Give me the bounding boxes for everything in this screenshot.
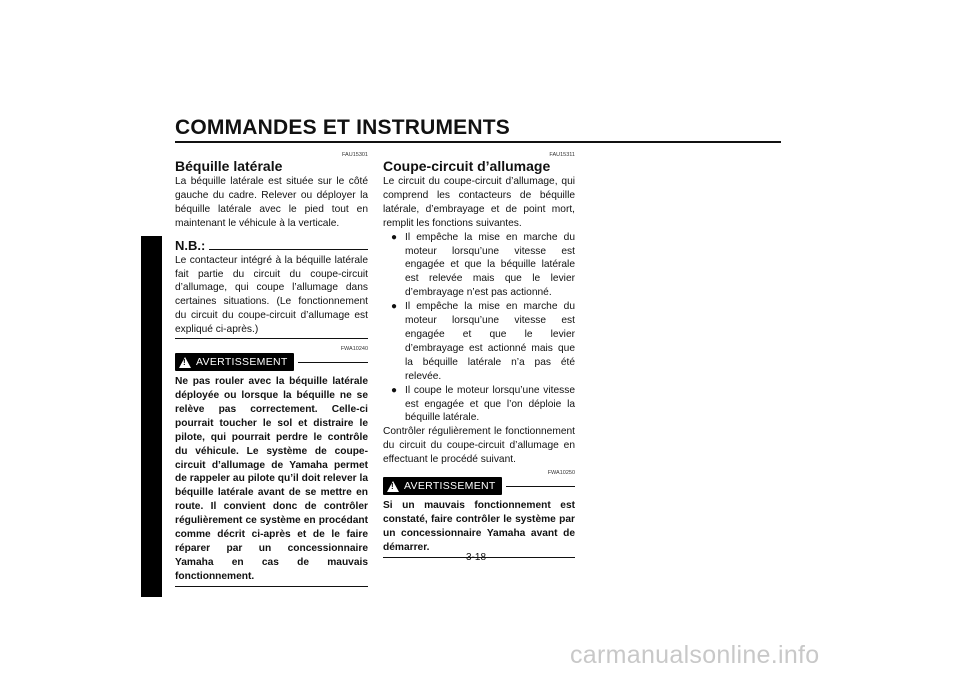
warning-text: Ne pas rouler avec la béquille latérale déployée ou lorsque la béquille ne se relève pas correctement. Celle-ci pourrait toucher le sol et distraire le pilote, qui pourrait perdre le contrôle du véhicule. Le système de coupe-circuit d’allumage de Yamaha permet de rappeler au pilote qu’il doit relever la béquille latérale avant de se mettre en route. Il convient donc de contrôler régulièrement ce système en procédant comme décrit ci-après et de le faire réparer par un concessionnaire Yamaha en cas de mauvais fonctionnement. <box>175 376 368 582</box>
left-column <box>175 152 368 587</box>
bullet-icon: ● <box>391 231 398 243</box>
list-item <box>391 300 575 383</box>
side-stand-intro: La béquille latérale est située sur le côté gauche du cadre. Relever ou déployer la béquille latérale avec le pied tout en maintenant le véhicule à la verticale. <box>175 176 368 229</box>
chapter-tab-number: 3 <box>144 249 152 264</box>
warning-triangle-icon: ! <box>179 357 191 368</box>
warning-header <box>175 353 368 371</box>
page-number: 3-18 <box>466 552 487 563</box>
list-item-text: Il empêche la mise en marche du moteur lorsqu’une vitesse est engagée et que la béquille latérale est relevée mais que le levier d’embrayage n’est pas actionné. <box>405 231 575 299</box>
list-item <box>391 384 575 426</box>
section-title-side-stand: Béquille latérale <box>175 158 283 174</box>
warning-rule <box>506 486 575 487</box>
list-item-text: Il coupe le moteur lorsqu’une vitesse est engagée et que l’on déploie la béquille latérale. <box>405 384 575 424</box>
header-rule <box>175 141 781 143</box>
warning-label: AVERTISSEMENT <box>196 356 288 369</box>
warning-text: Si un mauvais fonctionnement est constaté, faire contrôler le système par un concessionnaire Yamaha avant de démarrer. <box>383 500 575 553</box>
warning-end-rule <box>175 586 368 587</box>
ignition-cutoff-intro: Le circuit du coupe-circuit d’allumage, qui comprend les contacteurs de béquille latérale, d’embrayage et de point mort, remplit les fonctions suivantes. <box>383 176 575 229</box>
list-item-text: Il empêche la mise en marche du moteur lorsqu’une vitesse est engagée et que le levier d’embrayage est actionné mais que la béquille latérale n’a pas été relevée. <box>405 301 575 382</box>
warning-code: FWA10250 <box>547 470 575 477</box>
warning-label: AVERTISSEMENT <box>404 480 496 493</box>
section-code: FAU15301 <box>342 152 368 158</box>
note-rule <box>209 249 368 250</box>
warning-triangle-icon: ! <box>387 481 399 492</box>
watermark: carmanualsonline.info <box>570 641 820 669</box>
bullet-icon: ● <box>391 384 398 396</box>
note-end-rule <box>175 338 368 339</box>
section-code: FAU15311 <box>549 152 575 158</box>
warning-rule <box>298 362 368 363</box>
note-label: N.B.: <box>175 237 206 253</box>
list-item <box>391 231 575 301</box>
right-column <box>383 152 575 558</box>
note-header <box>175 239 368 252</box>
note-text: Le contacteur intégré à la béquille latérale fait partie du circuit du coupe-circuit d’allumage, qui coupe l’allumage dans certaines situations. (Le fonctionnement du circuit du coupe-circuit d’allumage est expliqué ci-après.) <box>175 254 368 336</box>
page-title: COMMANDES ET INSTRUMENTS <box>175 116 510 139</box>
ignition-cutoff-outro: Contrôler régulièrement le fonctionnement du circuit du coupe-circuit d’allumage en effectuant le procédé suivant. <box>383 426 575 466</box>
function-list <box>391 231 575 426</box>
warning-badge <box>383 477 502 495</box>
warning-badge <box>175 353 294 371</box>
chapter-tab <box>141 236 162 597</box>
bullet-icon: ● <box>391 301 398 313</box>
section-title-ignition-cutoff: Coupe-circuit d’allumage <box>383 158 551 174</box>
warning-code: FWA10240 <box>340 346 368 353</box>
warning-header <box>383 477 575 495</box>
